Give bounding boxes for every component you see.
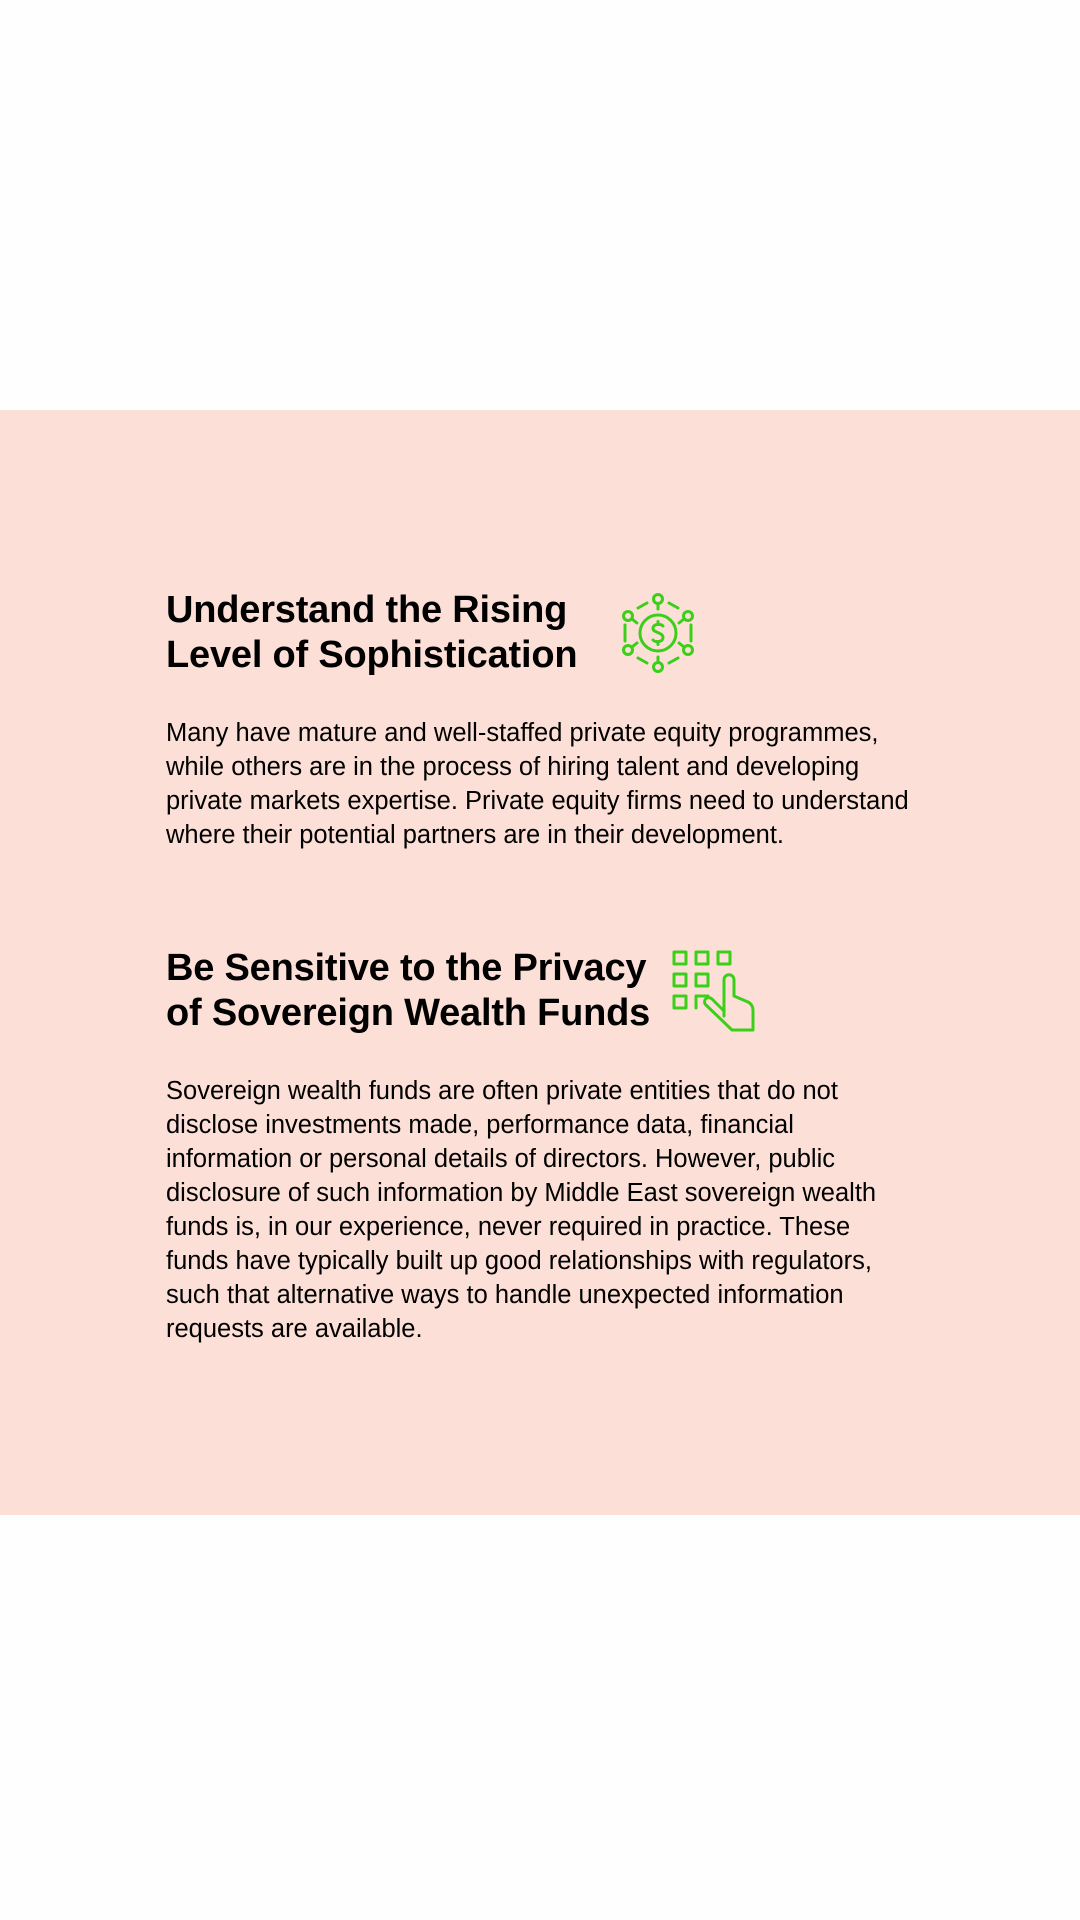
section-body: Many have mature and well-staffed private equity programmes, while others are in the process of hiring talent and developing private markets expertise. Private equity firms need to understand where their potential partners are in their development. [166, 719, 909, 849]
section-header [166, 588, 916, 678]
section-privacy [166, 946, 916, 1346]
heading-line-1: Be Sensitive to the Privacy [166, 947, 647, 989]
keypad-touch-icon [672, 950, 756, 1032]
content-panel [0, 410, 1080, 1515]
section-header [166, 946, 916, 1036]
section-heading [166, 588, 577, 678]
network-dollar-icon [621, 593, 695, 673]
section-heading [166, 946, 650, 1036]
heading-line-2: Level of Sophistication [166, 634, 578, 676]
section-body: Sovereign wealth funds are often private entities that do not disclose investments made, performance data, financial information or personal details of directors. However, public disclosure of such information by Middle East sovereign wealth funds is, in our experience, never required in practice. These funds have typically built up good relationships with regulators, such that alternative ways to handle unexpected information requests are available. [166, 1077, 877, 1343]
section-sophistication [166, 588, 916, 852]
heading-line-1: Understand the Rising [166, 589, 568, 631]
heading-line-2: of Sovereign Wealth Funds [166, 992, 651, 1034]
